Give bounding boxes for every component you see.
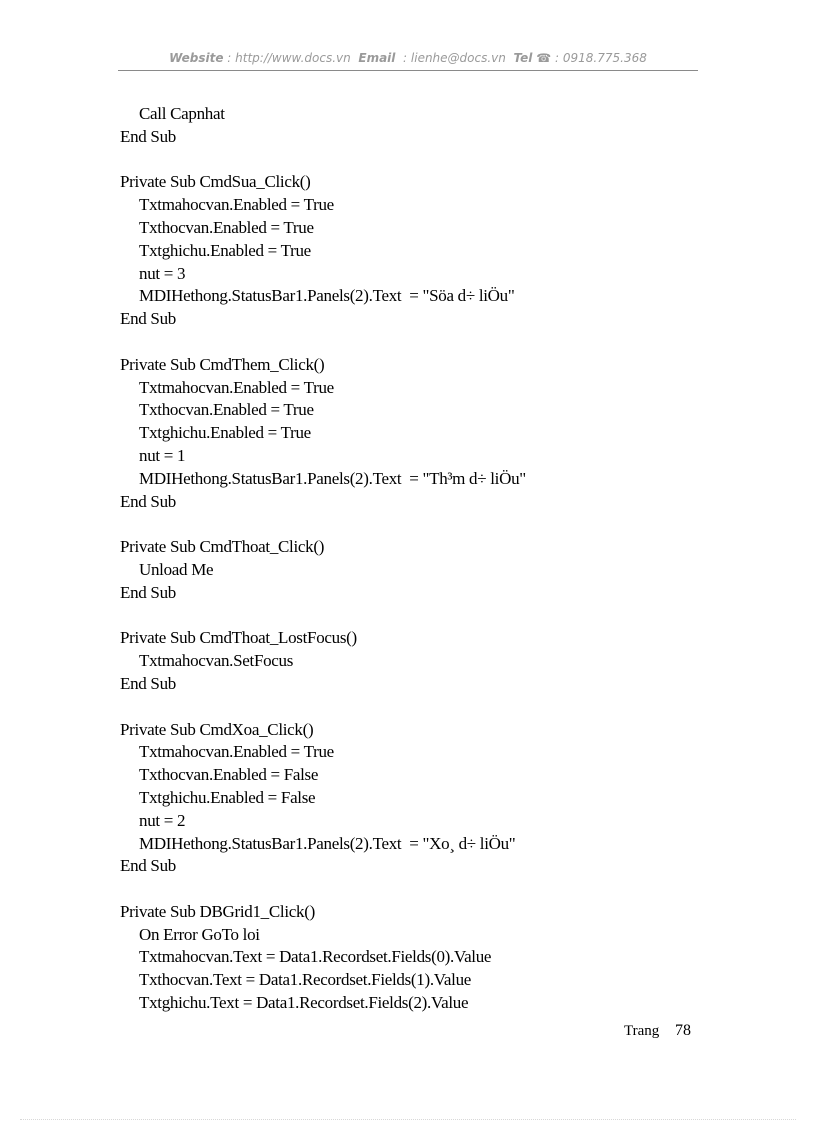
header-divider bbox=[118, 70, 698, 71]
code-line: Private Sub DBGrid1_Click() bbox=[120, 901, 315, 921]
code-line: Txthocvan.Text = Data1.Recordset.Fields(1).Value bbox=[139, 970, 472, 990]
page-footer bbox=[624, 1022, 691, 1040]
phone-icon: ☎ bbox=[536, 51, 552, 65]
website-url: : http://www.docs.vn bbox=[227, 51, 351, 65]
website-label: Website bbox=[169, 51, 224, 65]
code-line: Private Sub CmdThem_Click() bbox=[120, 354, 325, 374]
code-line bbox=[120, 149, 700, 172]
code-line: Txthocvan.Enabled = True bbox=[139, 400, 314, 420]
code-line: Txtghichu.Text = Data1.Recordset.Fields(2).Value bbox=[139, 993, 469, 1013]
tel-number: : 0918.775.368 bbox=[555, 51, 647, 65]
code-line bbox=[120, 696, 700, 719]
code-line: MDIHethong.StatusBar1.Panels(2).Text = "Th³m d÷ liÖu" bbox=[139, 468, 526, 488]
page-label: Trang bbox=[624, 1023, 660, 1039]
code-line: End Sub bbox=[120, 491, 176, 511]
code-line bbox=[120, 331, 700, 354]
email-address: : lienhe@docs.vn bbox=[403, 51, 506, 65]
code-line: Private Sub CmdXoa_Click() bbox=[120, 719, 314, 739]
code-line: Txtmahocvan.Enabled = True bbox=[139, 742, 334, 762]
code-line: Txtghichu.Enabled = True bbox=[139, 423, 311, 443]
email-label: Email bbox=[358, 51, 396, 65]
code-line: Txtmahocvan.SetFocus bbox=[139, 651, 294, 671]
code-line: MDIHethong.StatusBar1.Panels(2).Text = "Xo¸ d÷ liÖu" bbox=[139, 833, 516, 853]
code-line: End Sub bbox=[120, 673, 176, 693]
code-line: Txtmahocvan.Enabled = True bbox=[139, 195, 334, 215]
code-line: On Error GoTo loi bbox=[139, 924, 260, 944]
code-line: nut = 1 bbox=[139, 445, 186, 465]
code-line: nut = 3 bbox=[139, 263, 186, 283]
code-line: Unload Me bbox=[139, 559, 214, 579]
code-line: Private Sub CmdThoat_LostFocus() bbox=[120, 628, 357, 648]
code-line bbox=[120, 513, 700, 536]
code-line: End Sub bbox=[120, 856, 176, 876]
code-line: End Sub bbox=[120, 582, 176, 602]
page-number: 78 bbox=[675, 1022, 692, 1039]
code-listing bbox=[120, 103, 700, 1015]
code-line: Txthocvan.Enabled = False bbox=[139, 765, 319, 785]
code-line: End Sub bbox=[120, 309, 176, 329]
code-line: End Sub bbox=[120, 126, 176, 146]
bottom-divider bbox=[20, 1119, 796, 1120]
code-line: Private Sub CmdSua_Click() bbox=[120, 172, 311, 192]
code-line: Txtmahocvan.Enabled = True bbox=[139, 377, 334, 397]
code-line: nut = 2 bbox=[139, 810, 186, 830]
code-line: Call Capnhat bbox=[139, 104, 225, 123]
code-line: Txtghichu.Enabled = False bbox=[139, 787, 316, 807]
code-line: Txthocvan.Enabled = True bbox=[139, 217, 314, 237]
code-line: Txtmahocvan.Text = Data1.Recordset.Fields(0).Value bbox=[139, 947, 492, 967]
code-line bbox=[120, 605, 700, 628]
tel-label: Tel bbox=[513, 51, 533, 65]
code-line bbox=[120, 878, 700, 901]
code-line: Private Sub CmdThoat_Click() bbox=[120, 537, 325, 557]
code-line: MDIHethong.StatusBar1.Panels(2).Text = "Söa d÷ liÖu" bbox=[139, 286, 515, 306]
page-header bbox=[118, 51, 698, 65]
code-line: Txtghichu.Enabled = True bbox=[139, 240, 311, 260]
